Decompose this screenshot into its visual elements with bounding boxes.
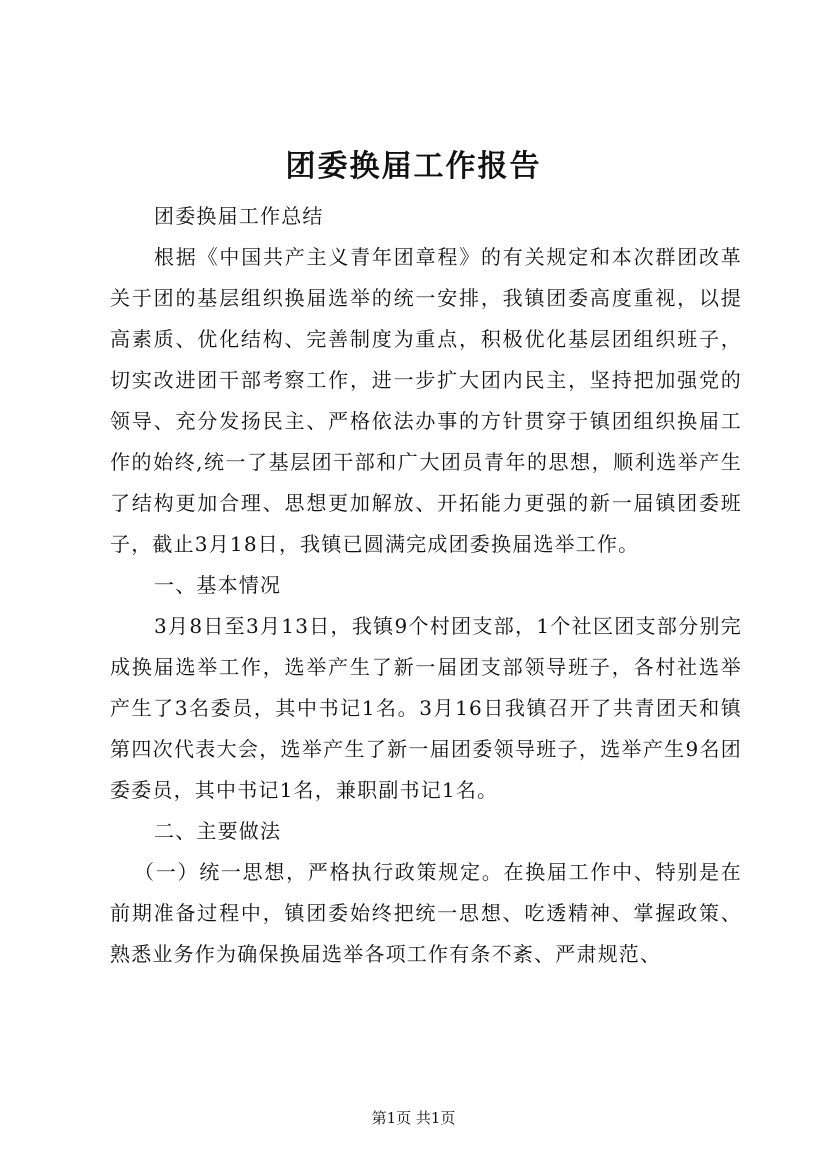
document-title: 团委换届工作报告 — [285, 149, 542, 184]
section-heading-methods: 二、主要做法 — [154, 819, 282, 843]
section-heading-basic: 一、基本情况 — [154, 573, 282, 597]
paragraph-basic-situation: 3月8日至3月13日，我镇9个村团支部，1个社区团支部分别完成换届选举工作，选举产生了新一届团支部领导班子，各村社选举产生了3名委员，其中书记1名。3月16日我镇召开了共青团天和镇第四次代表大会，选举产生了新一届团委领导班子，选举产生9名团委委员，其中书记1名，兼职副书记1名。 — [110, 614, 742, 802]
document-body — [110, 196, 742, 975]
paragraph-methods-1: （一）统一思想，严格执行政策规定。在换届工作中、特别是在前期准备过程中，镇团委始终把统一思想、吃透精神、掌握政策、熟悉业务作为确保换届选举各项工作有条不紊、严肃规范、 — [110, 860, 742, 966]
page-footer: 第1页 共1页 — [371, 1109, 456, 1127]
paragraph-subtitle: 团委换届工作总结 — [154, 204, 324, 228]
paragraph-intro: 根据《中国共产主义青年团章程》的有关规定和本次群团改革关于团的基层组织换届选举的统一安排，我镇团委高度重视，以提高素质、优化结构、完善制度为重点，积极优化基层团组织班子，切实改进团干部考察工作，进一步扩大团内民主，坚持把加强党的领导、充分发扬民主、严格依法办事的方针贯穿于镇团组织换届工作的始终,统一了基层团干部和广大团员青年的思想，顺利选举产生了结构更加合理、思想更加解放、开拓能力更强的新一届镇团委班子，截止3月18日，我镇已圆满完成团委换届选举工作。 — [110, 245, 742, 556]
